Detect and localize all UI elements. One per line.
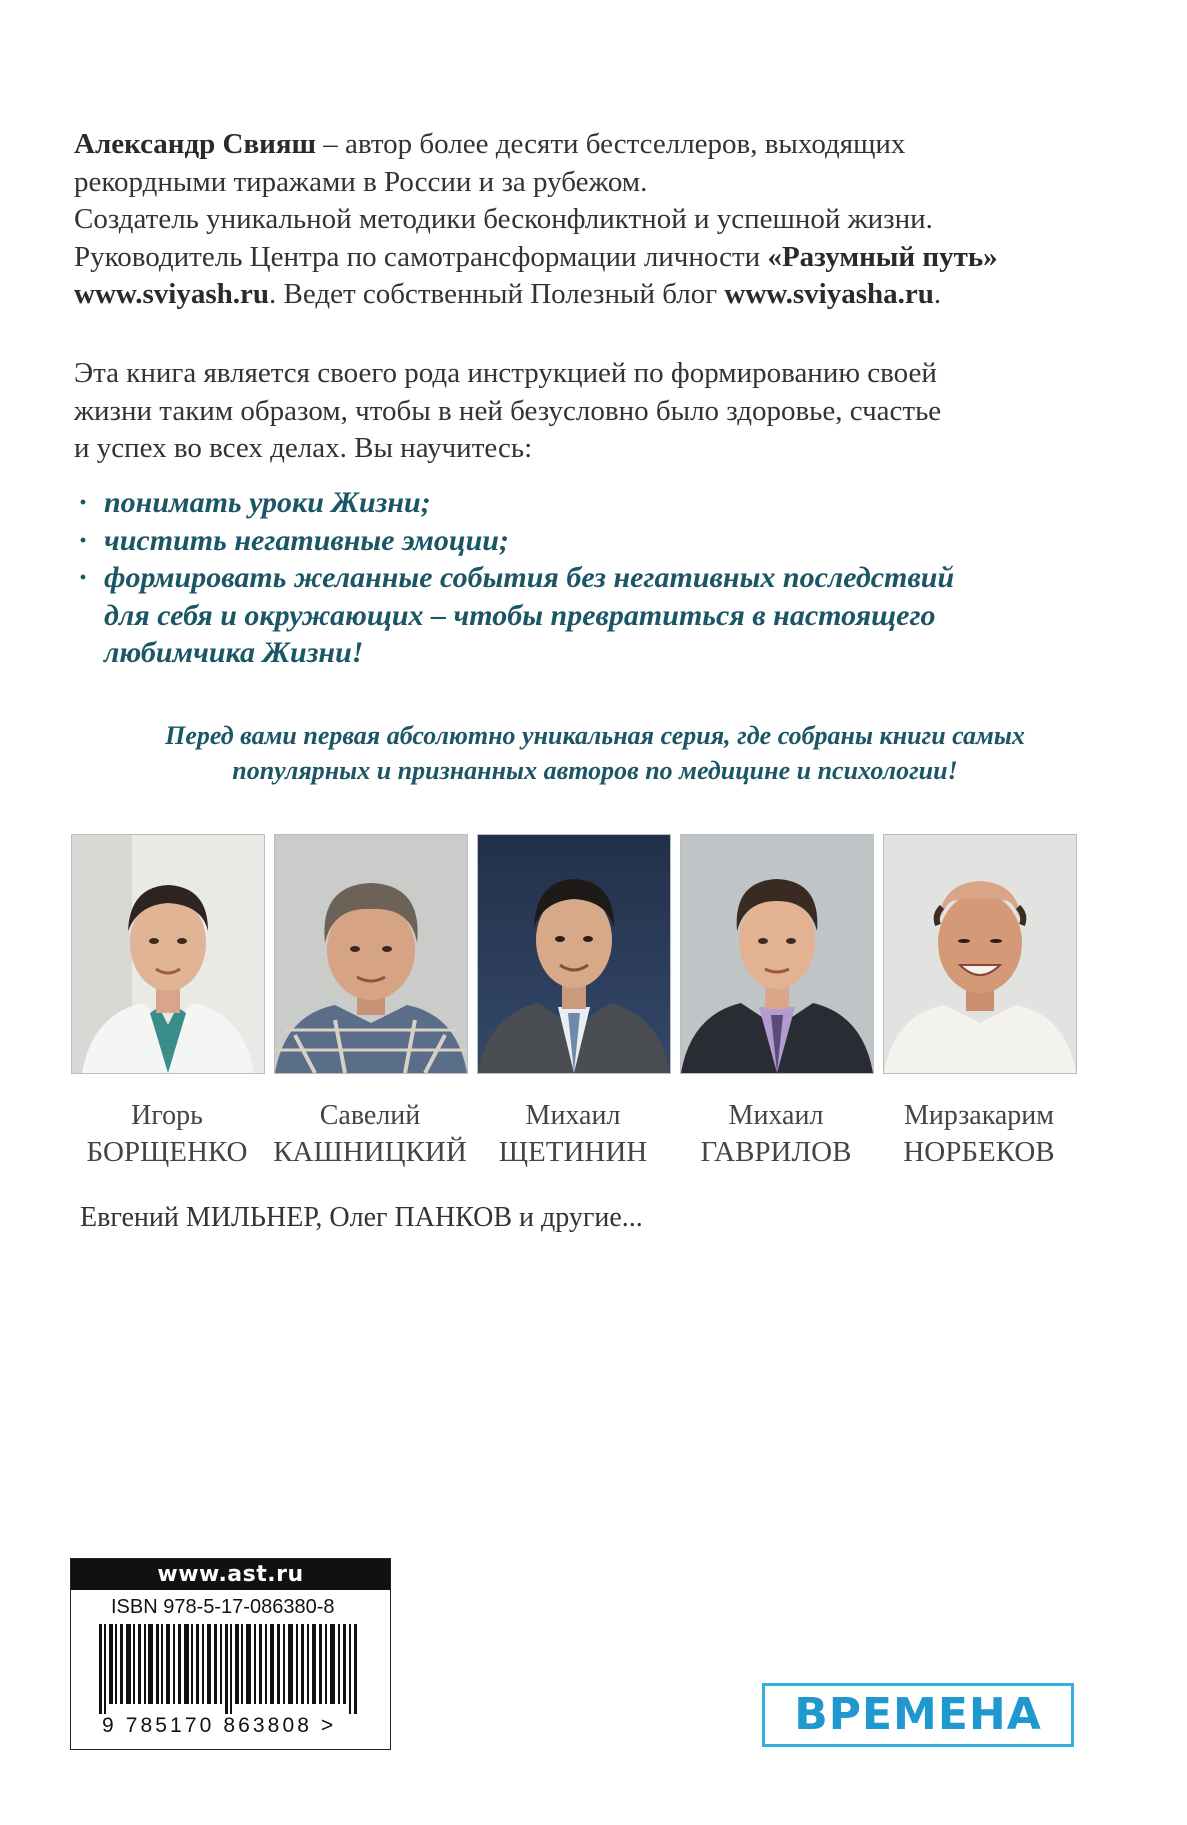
skill-line: любимчика Жизни! <box>104 636 364 669</box>
bio-line-4-text: Руководитель Центра по самотрансформации личности <box>74 240 768 273</box>
series-line-2: популярных и признанных авторов по медицине и психологии! <box>232 756 958 785</box>
portrait-image <box>275 835 467 1073</box>
author-name-1 <box>66 1097 268 1171</box>
center-name: «Разумный путь» <box>767 240 998 273</box>
ean-digits: 9 785170 863808 > <box>102 1714 337 1737</box>
author-first-name: Савелий <box>319 1100 421 1131</box>
author-last-name: БОРЩЕНКО <box>86 1136 248 1168</box>
skill-line: понимать уроки Жизни; <box>104 486 431 519</box>
publisher-logo-text: ВРЕМЕНА <box>794 1689 1042 1740</box>
author-last-name: ГАВРИЛОВ <box>700 1136 852 1168</box>
book-intro <box>74 355 1114 468</box>
bio-line-5-end: . <box>933 278 942 310</box>
bio-line-4 <box>74 239 1114 277</box>
portrait-image <box>478 835 670 1073</box>
publisher-logo <box>762 1683 1074 1747</box>
author-photo-4 <box>680 834 874 1074</box>
portrait-image <box>681 835 873 1073</box>
site-link-2: www.sviyasha.ru <box>724 278 934 310</box>
barcode-icon <box>99 1624 361 1714</box>
bio-line-5 <box>74 276 1114 314</box>
skill-item <box>74 522 1124 560</box>
skill-line: чистить негативные эмоции; <box>104 523 509 557</box>
portrait-image <box>72 835 264 1073</box>
intro-line-3: и успех во всех делах. Вы научитесь: <box>74 432 533 464</box>
bio-line-1 <box>74 126 1114 164</box>
skill-line: для себя и окружающих – чтобы превратиться в настоящего <box>104 598 936 632</box>
skill-line: формировать желанные события без негативных последствий <box>104 561 955 594</box>
series-tagline <box>60 718 1130 788</box>
skill-item <box>74 559 1124 672</box>
author-photo-5 <box>883 834 1077 1074</box>
author-last-name: КАШНИЦКИЙ <box>273 1136 467 1168</box>
isbn-barcode-block <box>70 1558 391 1750</box>
site-link-1: www.sviyash.ru <box>74 278 269 310</box>
intro-line-2: жизни таким образом, чтобы в ней безусловно было здоровье, счастье <box>74 394 942 427</box>
isbn-number: ISBN 978-5-17-086380-8 <box>111 1596 335 1618</box>
author-name-2 <box>269 1097 471 1171</box>
author-photo-1 <box>71 834 265 1074</box>
bio-line-3: Создатель уникальной методики бесконфликтной и успешной жизни. <box>74 203 933 235</box>
author-first-name: Михаил <box>525 1100 621 1131</box>
bio-line-1-text: – автор более десяти бестселлеров, выходящих <box>316 128 906 160</box>
author-photos <box>71 834 1071 1074</box>
author-name-5 <box>878 1097 1080 1171</box>
author-name-3 <box>472 1097 674 1171</box>
bullet-dot-icon: · <box>78 561 89 594</box>
bullet-dot-icon: · <box>78 523 89 557</box>
author-name-4 <box>675 1097 877 1171</box>
skills-list <box>74 484 1124 672</box>
bullet-dot-icon: · <box>78 486 89 519</box>
author-photo-2 <box>274 834 468 1074</box>
author-last-name: ЩЕТИНИН <box>498 1136 648 1168</box>
skill-item <box>74 484 1124 522</box>
author-first-name: Мирзакарим <box>903 1100 1055 1131</box>
other-authors: Евгений МИЛЬНЕР, Олег ПАНКОВ и другие... <box>80 1202 643 1233</box>
author-photo-3 <box>477 834 671 1074</box>
author-name: Александр Свияш <box>74 128 317 160</box>
bio-line-5-text: . Ведет собственный Полезный блог <box>269 278 725 310</box>
author-last-name: НОРБЕКОВ <box>903 1136 1055 1168</box>
author-bio <box>74 126 1114 314</box>
publisher-site: www.ast.ru <box>71 1559 390 1590</box>
bio-line-2: рекордными тиражами в России и за рубежом. <box>74 165 648 198</box>
intro-line-1: Эта книга является своего рода инструкцией по формированию своей <box>74 357 937 389</box>
series-line-1: Перед вами первая абсолютно уникальная серия, где собраны книги самых <box>165 721 1025 750</box>
author-first-name: Игорь <box>131 1100 203 1131</box>
portrait-image <box>884 835 1076 1073</box>
author-first-name: Михаил <box>728 1100 824 1131</box>
